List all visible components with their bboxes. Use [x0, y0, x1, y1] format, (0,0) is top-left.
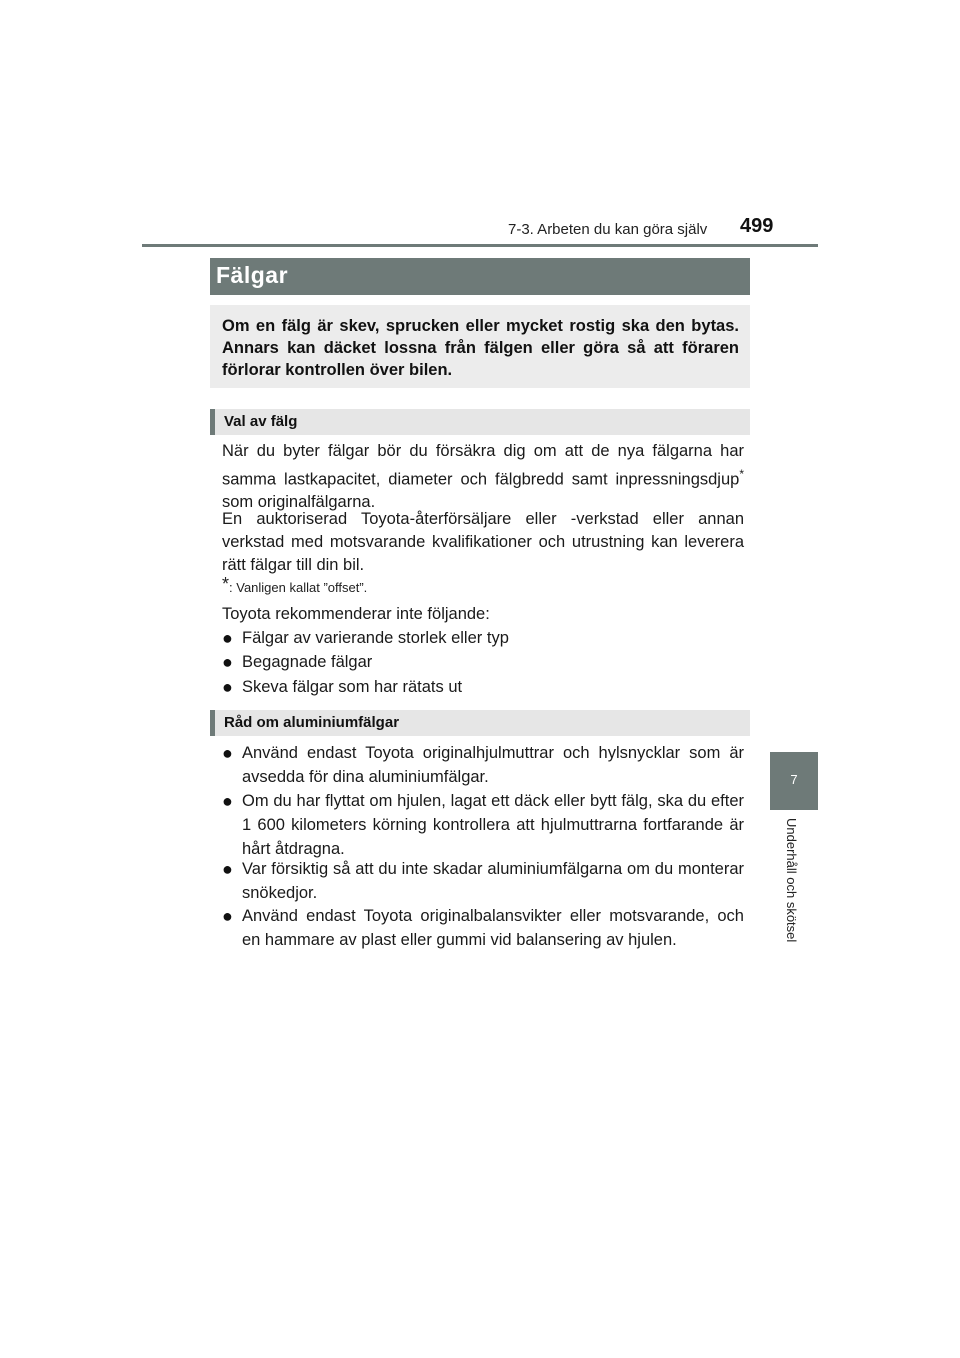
bullet-icon: ● — [222, 859, 233, 879]
chapter-section-title: 7-3. Arbeten du kan göra själv — [508, 221, 708, 238]
paragraph-text: som originalfälgarna. — [222, 493, 376, 512]
list-item — [222, 626, 744, 650]
footnote-marker: * — [739, 466, 744, 481]
list-item-text: Använd endast Toyota originalhjulmuttrar och hylsnycklar som är avsedda för dina aluminiumfälgar. — [242, 744, 744, 786]
bullet-icon: ● — [222, 628, 233, 648]
intro-text: Om en fälg är skev, sprucken eller mycket rostig ska den bytas. Annars kan däcket lossna från fälgen eller göra så att föraren förlorar kontrollen över bilen. — [222, 317, 739, 379]
footnote — [222, 574, 367, 595]
chapter-tab-label: Underhåll och skötsel — [784, 818, 799, 943]
bullet-icon: ● — [222, 652, 233, 672]
section-heading-aluminium-wheels — [210, 710, 750, 736]
footnote-star: * — [222, 574, 230, 594]
intro-box — [210, 305, 750, 388]
page-title: Fälgar — [216, 262, 289, 288]
page-title-bar — [210, 258, 750, 295]
chapter-tab: 7 — [770, 752, 818, 810]
list-item — [222, 675, 744, 699]
list-item — [222, 741, 744, 789]
list-item — [222, 904, 744, 952]
bullet-icon: ● — [222, 743, 233, 763]
list-item-text: Begagnade fälgar — [242, 653, 373, 671]
list-item — [222, 857, 744, 905]
list-item-text: Skeva fälgar som har rätats ut — [242, 678, 463, 696]
list-item-text: Fälgar av varierande storlek eller typ — [242, 629, 509, 647]
paragraph-dealer: En auktoriserad Toyota-återförsäljare eller -verkstad eller annan verkstad med motsvarande kvalifikationer och utrustning kan leverera rätt fälgar till din bil. — [222, 510, 744, 574]
section-heading-text: Råd om aluminiumfälgar — [224, 714, 400, 731]
list-item — [222, 650, 744, 674]
page-number: 499 — [740, 215, 774, 237]
paragraph-wheel-spec — [222, 440, 744, 514]
list-item-text: Använd endast Toyota originalbalansvikter eller motsvarande, och en hammare av plast eller gummi vid balansering av hjulen. — [242, 907, 744, 949]
bullet-icon: ● — [222, 791, 233, 811]
recommend-intro: Toyota rekommenderar inte följande: — [222, 605, 490, 623]
bullet-icon: ● — [222, 677, 233, 697]
bullet-icon: ● — [222, 906, 233, 926]
footnote-text: : Vanligen kallat ”offset”. — [229, 580, 368, 595]
section-heading-text: Val av fälg — [224, 413, 298, 430]
list-item-text: Var försiktig så att du inte skadar aluminiumfälgarna om du monterar snökedjor. — [242, 860, 744, 902]
section-heading-wheel-choice — [210, 409, 750, 435]
header-divider — [142, 244, 818, 247]
list-item — [222, 789, 744, 861]
list-item-text: Om du har flyttat om hjulen, lagat ett däck eller bytt fälg, ska du efter 1 600 kilometers körning kontrollera att hjulmuttrarna fortfarande är hårt åtdragna. — [242, 792, 744, 858]
paragraph-text: När du byter fälgar bör du försäkra dig om att de nya fälgarna har samma lastkapacitet, diameter och fälgbredd samt inpressningsdjup — [222, 442, 744, 489]
